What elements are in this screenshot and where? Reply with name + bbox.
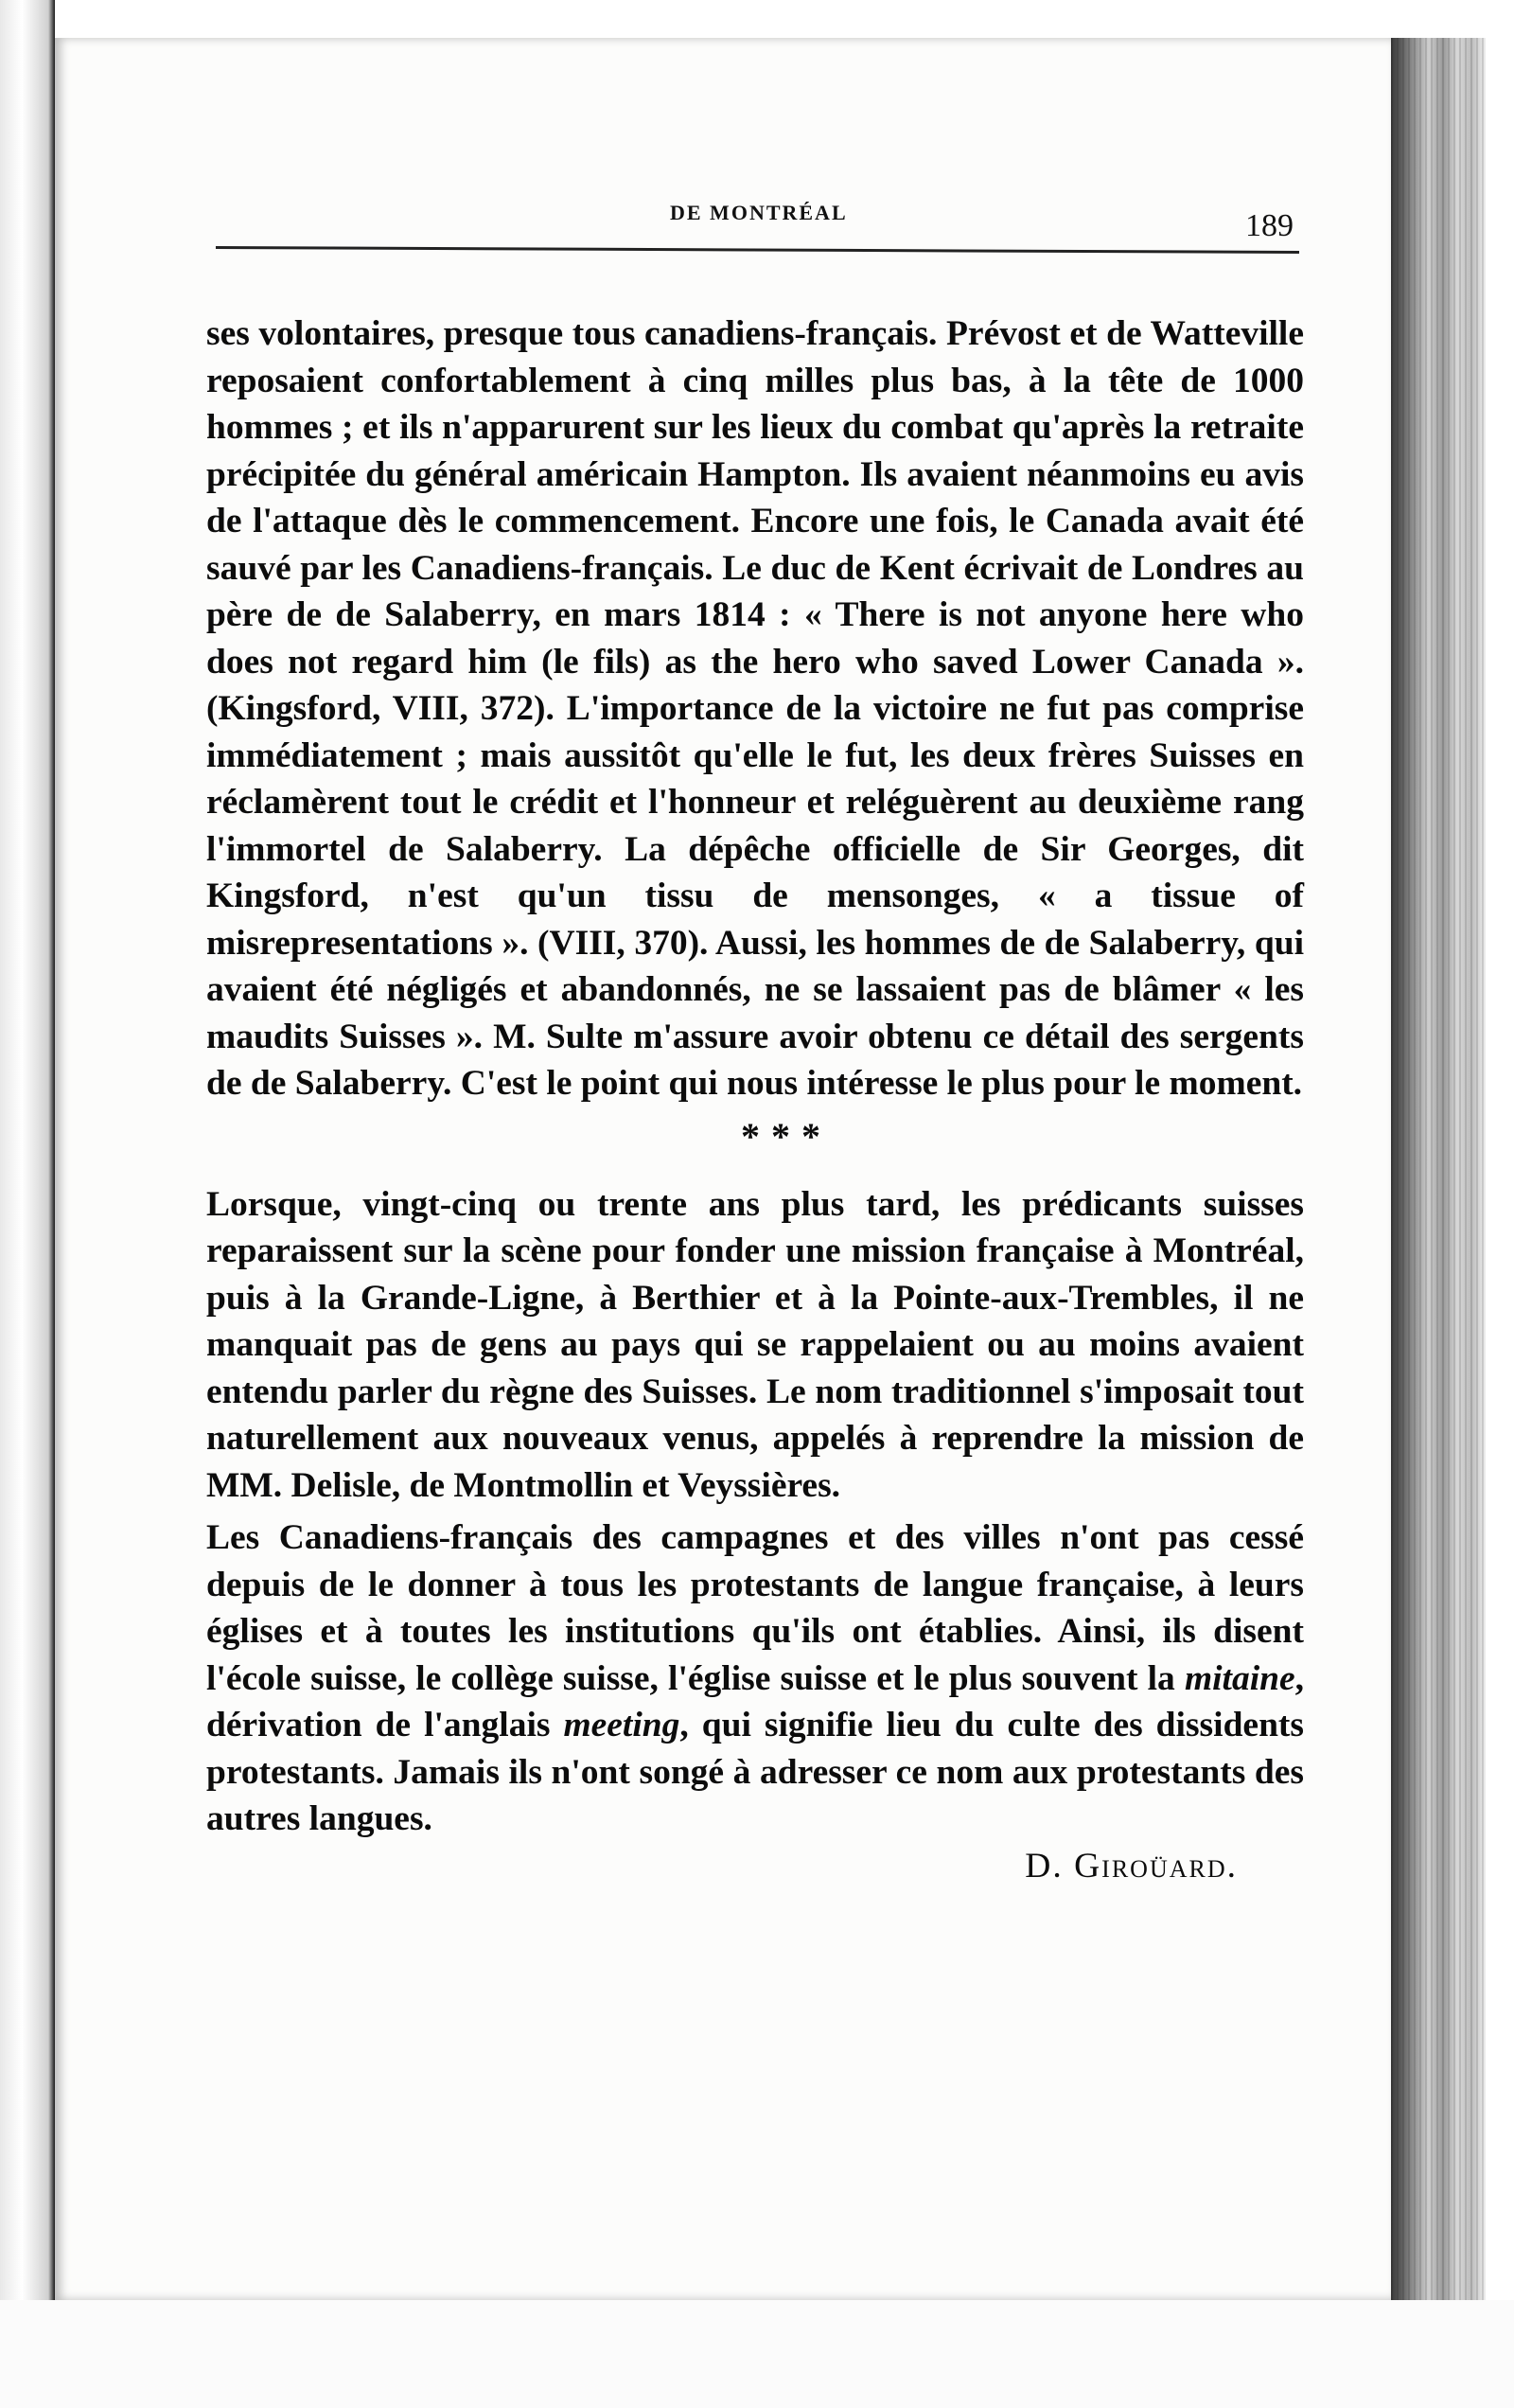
paragraph-1: ses volontaires, presque tous canadiens-français. Prévost et de Watteville reposaient confortablement à cinq milles plus bas, à la tête de 1000 hommes ; et ils n'apparurent sur les lieux du combat qu'après la retraite précipitée du général américain Hampton. Ils avaient néanmoins eu avis de l'attaque dès le commencement. Encore une fois, le Canada avait été sauvé par les Canadiens-français. Le duc de Kent écrivait de Londres au père de de Salaberry, en mars 1814 : « There is not anyone here who does not regard him (le fils) as the hero who saved Lower Canada ». (Kingsford, VIII, 372). L'importance de la victoire ne fut pas comprise immédiatement ; mais aussitôt qu'elle le fut, les deux frères Suisses en réclamèrent tout le crédit et l'honneur et reléguèrent au deuxième rang l'immortel de Salaberry. La dépêche officielle de Sir Georges, dit Kingsford, n'est qu'un tissu de mensonges, « a tissue of misrepresentations ». (VIII, 370). Aussi, les hommes de de Salaberry, qui avaient été négligés et abandonnés, ne se lassaient pas de blâmer « les maudits Suisses ». M. Sulte m'assure avoir obtenu ce détail des sergents de de Salaberry. C'est le point qui nous intéresse le plus pour le moment. xyxy=(206,314,1304,1103)
italic-mitaine: mitaine xyxy=(1184,1658,1295,1698)
scan-background-left xyxy=(0,0,55,2408)
header-rule xyxy=(216,246,1299,254)
asterism-divider: * * * xyxy=(740,1114,822,1158)
body-text xyxy=(206,310,1304,1889)
paragraph-2: Lorsque, vingt-cinq ou trente ans plus tard, les prédicants suisses reparaissent sur la scène pour fonder une mission française à Montréal, puis à la Grande-Ligne, à Berthier et à la Pointe-aux-Trembles, il ne manquait pas de gens au pays qui se rappelaient ou au moins avaient entendu parler du règne des Suisses. Le nom traditionnel s'imposait tout naturellement aux nouveaux venus, appelés à reprendre la mission de MM. Delisle, de Montmollin et Veyssières. xyxy=(206,1184,1304,1505)
running-head: DE MONTRÉAL xyxy=(670,201,848,224)
book-page-edges xyxy=(1391,38,1486,2347)
author-signature: D. Giroüard. xyxy=(1025,1846,1238,1886)
paragraph-3-text-a: Les Canadiens-français des campagnes et des villes n'ont pas cessé depuis de le donner à tous les protestants de langue française, à leurs églises et à toutes les institutions qu'ils ont établies. Ainsi, ils disent l'école suisse, le collège suisse, l'église suisse et le plus souvent la xyxy=(206,1518,1304,1698)
book-page xyxy=(55,38,1391,2300)
page-number: 189 xyxy=(1245,208,1294,243)
paragraph-3 xyxy=(206,1514,1304,1843)
italic-meeting: meeting xyxy=(563,1706,680,1744)
paragraph-3-text-b: , dérivation de l'anglais xyxy=(206,1658,1304,1744)
scan-background-bottom xyxy=(0,2300,1514,2408)
paragraph-3-text-c: , qui signifie lieu du culte des dissidents protestants. Jamais ils n'ont songé à adresser ce nom aux protestants des autres langues. xyxy=(206,1706,1304,1838)
signature-line xyxy=(206,1843,1304,1890)
